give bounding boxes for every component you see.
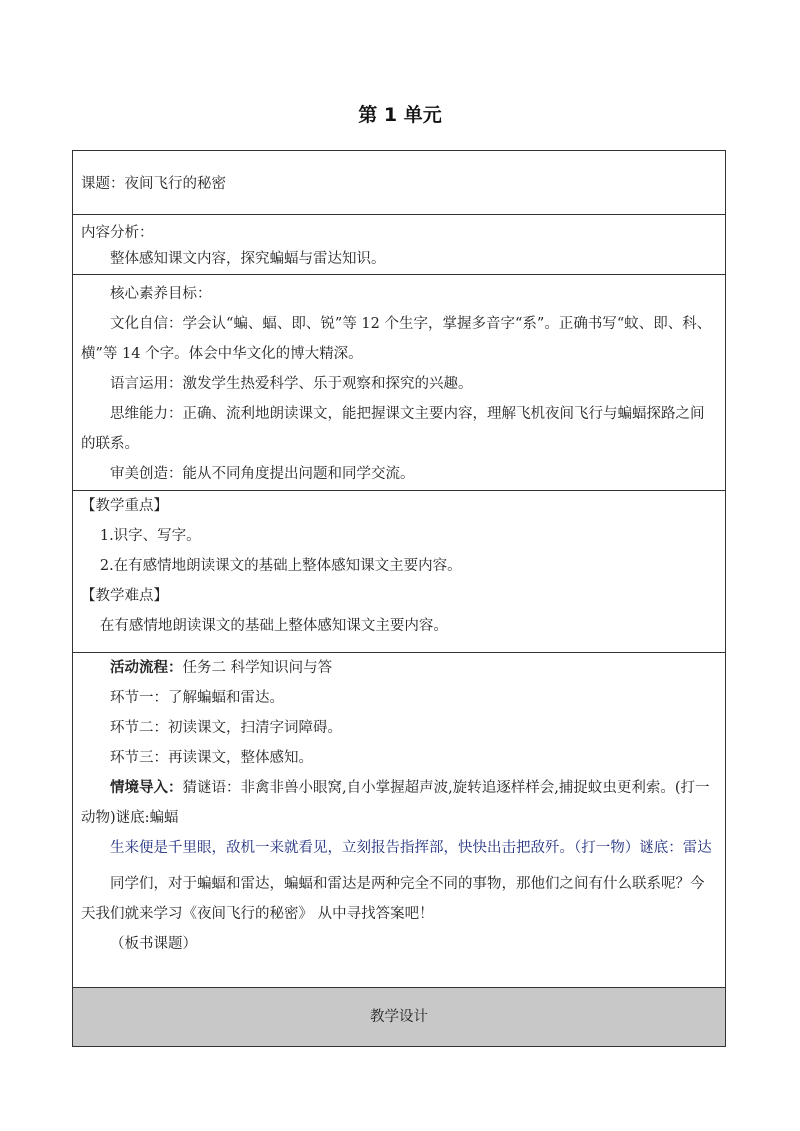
- key-point-1: 1.识字、写字。: [99, 528, 201, 544]
- teaching-design-footer: [73, 988, 725, 1047]
- step-3: 环节三：再读课文，整体感知。: [110, 750, 313, 766]
- goals-label: 核心素养目标：: [110, 286, 212, 302]
- flow-label: 活动流程：: [110, 659, 183, 676]
- transition-text: 同学们，对于蝙蝠和雷达，蝙蝠和雷达是两种完全不同的事物，那他们之间有什么联系呢？今天我们就来学习《夜间飞行的秘密》 从中寻找答案吧！: [81, 876, 705, 922]
- intro-label: 情境导入：: [110, 779, 183, 796]
- page-title: 第 1 单元: [358, 104, 442, 126]
- content-analysis-cell: [73, 215, 725, 275]
- intro-text: 猜谜语：非禽非兽小眼窝,自小掌握超声波,旋转追逐样样会,捕捉蚊虫更利索。(打一动物)谜底:蝙蝠: [81, 780, 710, 826]
- topic-cell: [73, 151, 725, 215]
- difficulties-label: 【教学难点】: [81, 588, 168, 604]
- footer-label: 教学设计: [370, 1009, 428, 1025]
- riddle-2: 生来便是千里眼，敌机一来就看见，立刻报告指挥部，快快出击把敌歼。（打一物）谜底：雷达: [110, 840, 712, 856]
- lesson-plan-table: [72, 150, 726, 1047]
- board-note: （板书课题）: [110, 936, 197, 952]
- step-1: 环节一：了解蝙蝠和雷达。: [110, 690, 284, 706]
- key-point-2: 2.在有感情地朗读课文的基础上整体感知课文主要内容。: [99, 558, 462, 574]
- content-analysis-text: 整体感知课文内容，探究蝙蝠与雷达知识。: [110, 251, 386, 267]
- step-2: 环节二：初读课文，扫清字词障碍。: [110, 720, 342, 736]
- goal-language: 语言运用：激发学生热爱科学、乐于观察和探究的兴趣。: [110, 376, 473, 392]
- goal-culture: 文化自信：学会认“蝙、蝠、即、锐”等 12 个生字，掌握多音字“系”。正确书写“蚊、即、科、横”等 14 个字。体会中华文化的博大精深。: [81, 316, 712, 362]
- topic-text: 课题：夜间飞行的秘密: [81, 176, 226, 192]
- goal-thinking: 思维能力：正确、流利地朗读课文，能把握课文主要内容，理解飞机夜间飞行与蝙蝠探路之间的联系。: [81, 406, 705, 452]
- difficulties-text: 在有感情地朗读课文的基础上整体感知课文主要内容。: [99, 618, 448, 634]
- key-points-label: 【教学重点】: [81, 498, 168, 514]
- flow-text: 任务二 科学知识问与答: [182, 660, 333, 676]
- activity-flow-cell: [73, 653, 725, 988]
- content-analysis-label: 内容分析：: [81, 225, 154, 241]
- key-points-cell: [73, 491, 725, 653]
- core-goals-cell: [73, 275, 725, 491]
- goal-aesthetic: 审美创造：能从不同角度提出问题和同学交流。: [110, 466, 415, 482]
